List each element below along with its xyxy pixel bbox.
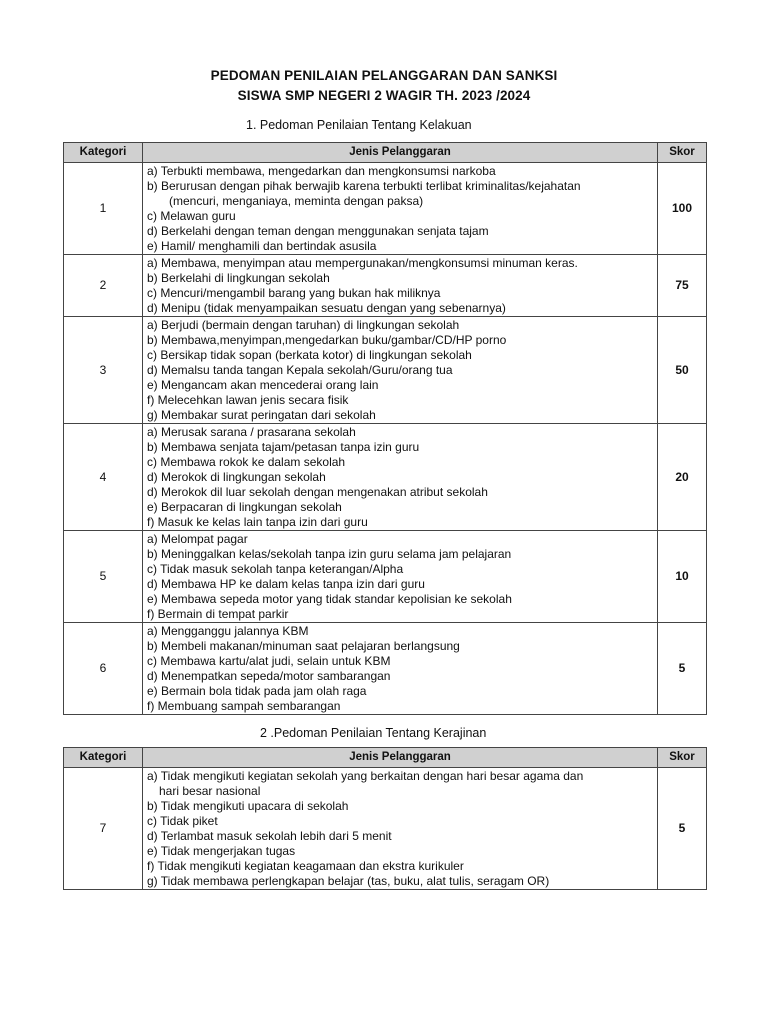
violation-item: f) Bermain di tempat parkir xyxy=(147,607,289,621)
violation-item: a) Berjudi (bermain dengan taruhan) di lingkungan sekolah xyxy=(147,318,460,332)
kategori-cell: 3 xyxy=(64,317,143,424)
violation-item: b) Meninggalkan kelas/sekolah tanpa izin guru selama jam pelajaran xyxy=(147,547,512,561)
skor-cell: 5 xyxy=(658,623,707,715)
violation-item: d) Merokok dil luar sekolah dengan mengenakan atribut sekolah xyxy=(147,485,488,499)
violation-item: c) Tidak piket xyxy=(147,814,218,828)
violation-item: b) Berkelahi di lingkungan sekolah xyxy=(147,271,330,285)
violation-item: c) Membawa rokok ke dalam sekolah xyxy=(147,455,346,469)
kategori-cell: 1 xyxy=(64,163,143,255)
violation-item: c) Tidak masuk sekolah tanpa keterangan/Alpha xyxy=(147,562,404,576)
skor-cell: 10 xyxy=(658,531,707,623)
violation-item: d) Berkelahi dengan teman dengan menggunakan senjata tajam xyxy=(147,224,489,238)
violation-item: d) Memalsu tanda tangan Kepala sekolah/Guru/orang tua xyxy=(147,363,453,377)
violation-item: d) Terlambat masuk sekolah lebih dari 5 menit xyxy=(147,829,392,843)
table-row xyxy=(64,255,707,317)
document-subtitle: SISWA SMP NEGERI 2 WAGIR TH. 2023 /2024 xyxy=(237,88,531,103)
violation-item: hari besar nasional xyxy=(159,784,261,798)
jenis-pelanggaran-cell xyxy=(143,623,658,715)
violation-item: f) Membuang sampah sembarangan xyxy=(147,699,341,713)
violation-item: e) Berpacaran di lingkungan sekolah xyxy=(147,500,342,514)
violation-item: e) Membawa sepeda motor yang tidak standar kepolisian ke sekolah xyxy=(147,592,512,606)
violation-item: b) Membawa senjata tajam/petasan tanpa izin guru xyxy=(147,440,420,454)
violation-item: b) Membeli makanan/minuman saat pelajaran berlangsung xyxy=(147,639,460,653)
jenis-pelanggaran-cell xyxy=(143,163,658,255)
violation-item: c) Mencuri/mengambil barang yang bukan hak miliknya xyxy=(147,286,441,300)
violation-item: a) Merusak sarana / prasarana sekolah xyxy=(147,425,356,439)
kategori-cell: 2 xyxy=(64,255,143,317)
kategori-cell: 7 xyxy=(64,768,143,890)
skor-cell: 50 xyxy=(658,317,707,424)
skor-cell: 100 xyxy=(658,163,707,255)
violation-item: c) Melawan guru xyxy=(147,209,236,223)
table-header-row xyxy=(64,748,707,768)
table-row xyxy=(64,531,707,623)
violation-item: f) Masuk ke kelas lain tanpa izin dari guru xyxy=(147,515,368,529)
violation-item: e) Hamil/ menghamili dan bertindak asusila xyxy=(147,239,377,253)
skor-cell: 5 xyxy=(658,768,707,890)
kategori-cell: 6 xyxy=(64,623,143,715)
violation-item: e) Tidak mengerjakan tugas xyxy=(147,844,296,858)
violation-item: d) Menempatkan sepeda/motor sambarangan xyxy=(147,669,391,683)
violation-item: a) Mengganggu jalannya KBM xyxy=(147,624,309,638)
violation-item: d) Membawa HP ke dalam kelas tanpa izin dari guru xyxy=(147,577,425,591)
jenis-pelanggaran-cell xyxy=(143,317,658,424)
header-skor: Skor xyxy=(658,748,707,768)
violation-item: a) Terbukti membawa, mengedarkan dan mengkonsumsi narkoba xyxy=(147,164,496,178)
jenis-pelanggaran-cell xyxy=(143,768,658,890)
violation-item: a) Melompat pagar xyxy=(147,532,248,546)
kategori-cell: 5 xyxy=(64,531,143,623)
violation-item: a) Tidak mengikuti kegiatan sekolah yang berkaitan dengan hari besar agama dan xyxy=(147,769,584,783)
violation-item: g) Tidak membawa perlengkapan belajar (tas, buku, alat tulis, seragam OR) xyxy=(147,874,550,888)
violation-item: e) Mengancam akan mencederai orang lain xyxy=(147,378,379,392)
jenis-pelanggaran-cell xyxy=(143,424,658,531)
header-jenis-pelanggaran: Jenis Pelanggaran xyxy=(143,143,658,163)
table-row xyxy=(64,768,707,890)
table-row xyxy=(64,623,707,715)
violation-item: g) Membakar surat peringatan dari sekolah xyxy=(147,408,376,422)
violation-item: b) Membawa,menyimpan,mengedarkan buku/gambar/CD/HP porno xyxy=(147,333,507,347)
section-heading-kerajinan: 2 .Pedoman Penilaian Tentang Kerajinan xyxy=(260,726,487,740)
kategori-cell: 4 xyxy=(64,424,143,531)
header-kategori: Kategori xyxy=(64,748,143,768)
section-heading-kelakuan: 1. Pedoman Penilaian Tentang Kelakuan xyxy=(246,118,472,132)
violation-item: f) Melecehkan lawan jenis secara fisik xyxy=(147,393,349,407)
violation-item: (mencuri, menganiaya, meminta dengan paksa) xyxy=(169,194,424,208)
header-kategori: Kategori xyxy=(64,143,143,163)
table-row xyxy=(64,424,707,531)
violation-item: e) Bermain bola tidak pada jam olah raga xyxy=(147,684,367,698)
header-jenis-pelanggaran: Jenis Pelanggaran xyxy=(143,748,658,768)
violation-item: d) Menipu (tidak menyampaikan sesuatu dengan yang sebenarnya) xyxy=(147,301,506,315)
table-row xyxy=(64,317,707,424)
jenis-pelanggaran-cell xyxy=(143,255,658,317)
violation-item: f) Tidak mengikuti kegiatan keagamaan dan ekstra kurikuler xyxy=(147,859,464,873)
table-kerajinan xyxy=(63,747,707,890)
skor-cell: 75 xyxy=(658,255,707,317)
violation-item: a) Membawa, menyimpan atau mempergunakan/mengkonsumsi minuman keras. xyxy=(147,256,578,270)
violation-item: d) Merokok di lingkungan sekolah xyxy=(147,470,326,484)
table-kelakuan xyxy=(63,142,707,715)
header-skor: Skor xyxy=(658,143,707,163)
violation-item: b) Berurusan dengan pihak berwajib karena terbukti terlibat kriminalitas/kejahatan xyxy=(147,179,581,193)
violation-item: c) Membawa kartu/alat judi, selain untuk KBM xyxy=(147,654,391,668)
jenis-pelanggaran-cell xyxy=(143,531,658,623)
table-row xyxy=(64,163,707,255)
table-header-row xyxy=(64,143,707,163)
violation-item: c) Bersikap tidak sopan (berkata kotor) di lingkungan sekolah xyxy=(147,348,472,362)
document-title: PEDOMAN PENILAIAN PELANGGARAN DAN SANKSI xyxy=(210,68,558,83)
skor-cell: 20 xyxy=(658,424,707,531)
violation-item: b) Tidak mengikuti upacara di sekolah xyxy=(147,799,349,813)
